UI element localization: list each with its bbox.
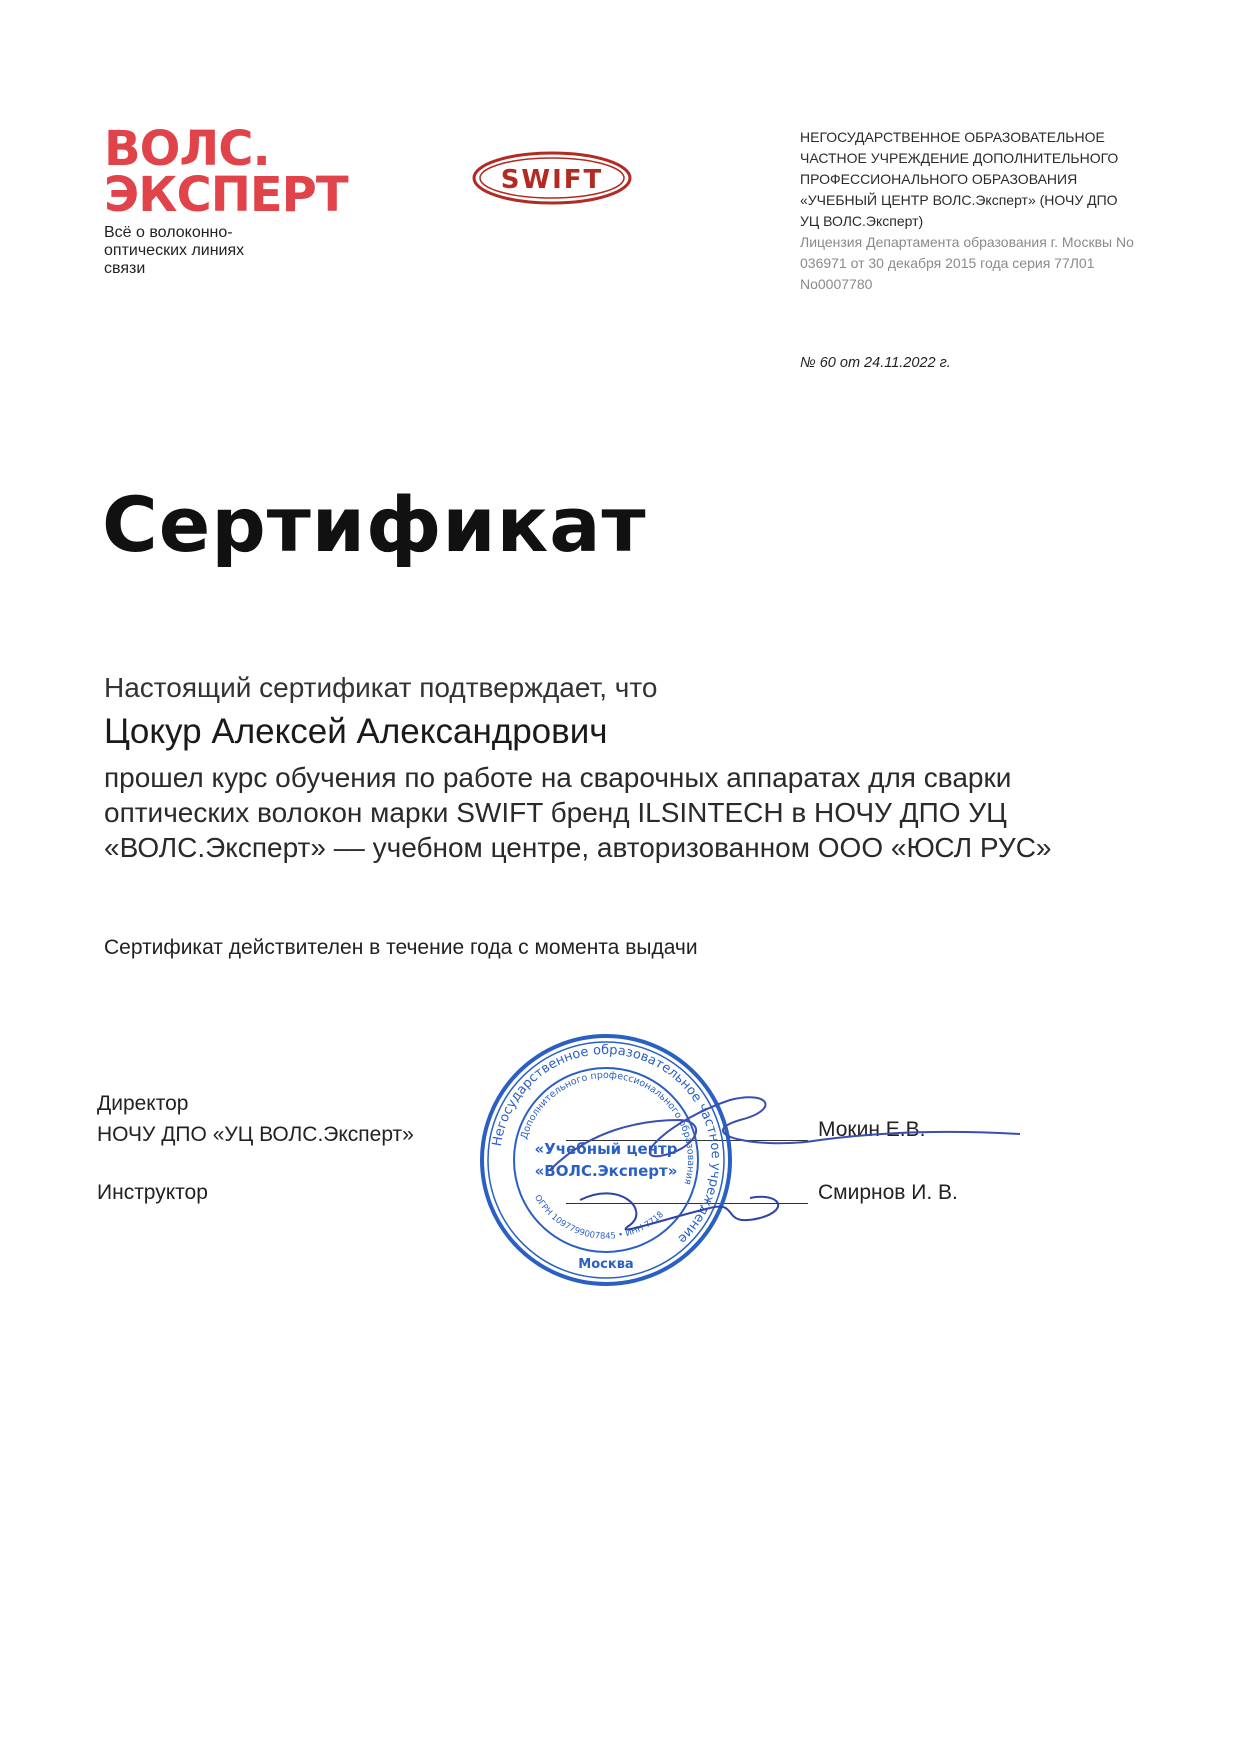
logo-line-2: ЭКСПЕРТ (104, 167, 348, 223)
svg-text:ОГРН 1097799007845 • ИНН 7718: ОГРН 1097799007845 • ИНН 7718 (531, 1193, 666, 1242)
logo-line-1: ВОЛС. (104, 121, 270, 177)
instructor-name: Смирнов И. В. (818, 1181, 958, 1204)
certificate-title: Сертификат (102, 480, 647, 569)
course-description: прошел курс обучения по работе на сварочных аппаратах для сварки оптических волокон марки SWIFT бренд ILSINTECH в НОЧУ ДПО УЦ «ВОЛС.Эксперт» –– учебном центре, авторизованном ООО «ЮСЛ РУС» (104, 762, 1052, 863)
instructor-role: Инструктор (97, 1181, 208, 1204)
director-organization: НОЧУ ДПО «УЦ ВОЛС.Эксперт» (97, 1123, 414, 1146)
handwritten-signatures (520, 1060, 1100, 1260)
svg-text:SWIFT: SWIFT (500, 165, 604, 195)
organization-name: НЕГОСУДАРСТВЕННОЕ ОБРАЗОВАТЕЛЬНОЕ ЧАСТНОЕ УЧРЕЖДЕНИЕ ДОПОЛНИТЕЛЬНОГО ПРОФЕССИОНАЛЬНОГО ОБРАЗОВАНИЯ «УЧЕБНЫЙ ЦЕНТР ВОЛС.Эксперт» (НОЧУ ДПО УЦ ВОЛС.Эксперт) (800, 129, 1119, 229)
document-number: № 60 от 24.11.2022 г. (800, 355, 951, 371)
svg-text:«ВОЛС.Эксперт»: «ВОЛС.Эксперт» (534, 1162, 678, 1180)
director-name: Мокин Е.В. (818, 1118, 926, 1141)
vols-expert-logo (104, 121, 374, 278)
confirmation-text: Настоящий сертификат подтверждает, что (104, 672, 658, 703)
director-role (97, 1088, 414, 1150)
svg-text:«Учебный центр: «Учебный центр (534, 1140, 678, 1158)
logo-tagline: Всё о волоконно-оптических линиях связи (104, 224, 245, 277)
director-title: Директор (97, 1092, 189, 1115)
validity-note: Сертификат действителен в течение года с момента выдачи (104, 936, 698, 959)
svg-text:Негосударственное образователь: Негосударственное образовательное частное учреждение (489, 1042, 724, 1247)
license-info: Лицензия Департамента образования г. Москвы No 036971 от 30 декабря 2015 года серия 77Л01 No0007780 (800, 234, 1134, 292)
svg-text:Москва: Москва (578, 1257, 634, 1272)
swift-logo (472, 150, 632, 206)
recipient-name: Цокур Алексей Александрович (104, 712, 608, 751)
organization-info (800, 127, 1140, 295)
svg-text:Дополнительного профессиональн: Дополнительного профессионального образования (518, 1069, 697, 1186)
